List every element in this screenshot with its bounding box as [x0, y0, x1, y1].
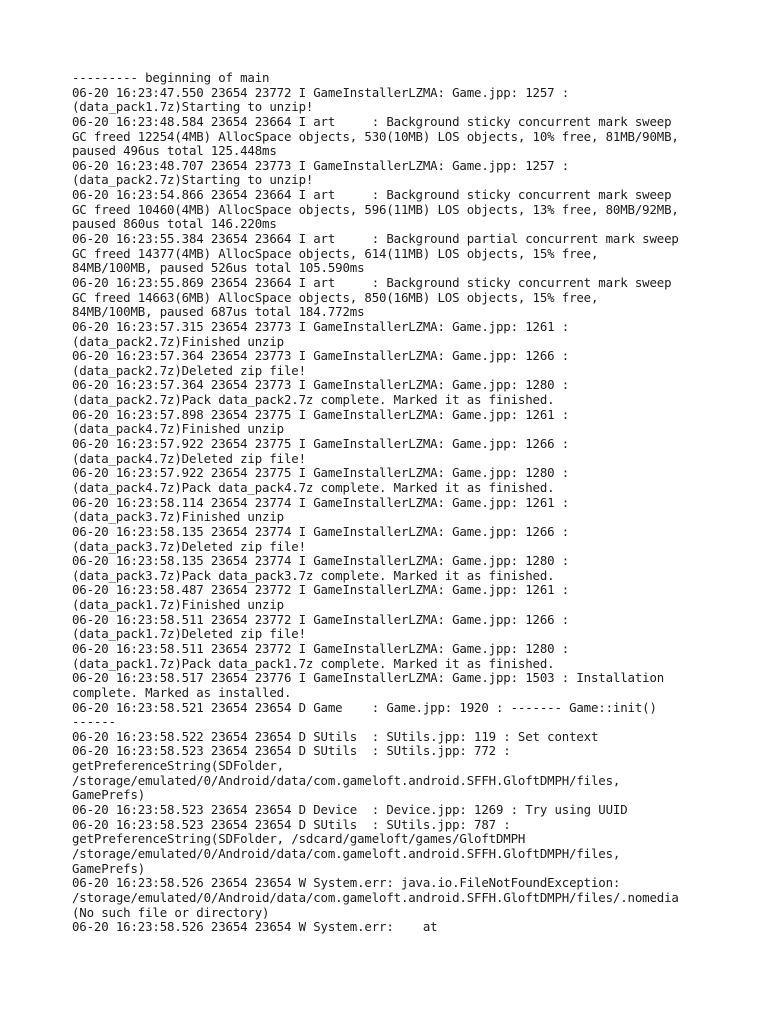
log-line: paused 860us total 146.220ms	[72, 216, 277, 232]
log-line: 06-20 16:23:48.707 23654 23773 I GameInstallerLZMA: Game.jpp: 1257 :	[72, 157, 570, 173]
log-line: GC freed 10460(4MB) AllocSpace objects, 596(11MB) LOS objects, 13% free, 80MB/92MB,	[72, 201, 679, 217]
log-line: 06-20 16:23:58.521 23654 23654 D Game : Game.jpp: 1920 : ------- Game::init()	[72, 699, 657, 715]
log-line: 06-20 16:23:57.315 23654 23773 I GameInstallerLZMA: Game.jpp: 1261 :	[72, 318, 570, 334]
log-line: 06-20 16:23:54.866 23654 23664 I art : Background sticky concurrent mark sweep	[72, 187, 672, 203]
log-line: 06-20 16:23:47.550 23654 23772 I GameInstallerLZMA: Game.jpp: 1257 :	[72, 84, 570, 100]
log-line: (data_pack2.7z)Finished unzip	[72, 333, 284, 349]
log-line: GC freed 12254(4MB) AllocSpace objects, 530(10MB) LOS objects, 10% free, 81MB/90MB,	[72, 128, 679, 144]
log-line: (data_pack1.7z)Pack data_pack1.7z complete. Marked it as finished.	[72, 655, 555, 671]
log-line: (data_pack3.7z)Deleted zip file!	[72, 538, 306, 554]
log-line: paused 496us total 125.448ms	[72, 143, 277, 159]
log-line: 06-20 16:23:58.511 23654 23772 I GameInstallerLZMA: Game.jpp: 1266 :	[72, 611, 570, 627]
log-line: 06-20 16:23:57.922 23654 23775 I GameInstallerLZMA: Game.jpp: 1266 :	[72, 436, 570, 452]
log-line: GamePrefs)	[72, 860, 146, 876]
log-line: ------	[72, 714, 116, 730]
log-line: (data_pack2.7z)Pack data_pack2.7z complete. Marked it as finished.	[72, 392, 555, 408]
log-line: /storage/emulated/0/Android/data/com.gameloft.android.SFFH.GloftDMPH/files,	[72, 772, 621, 788]
log-line: 06-20 16:23:57.364 23654 23773 I GameInstallerLZMA: Game.jpp: 1280 :	[72, 377, 570, 393]
log-line: (data_pack1.7z)Finished unzip	[72, 597, 284, 613]
log-line: 06-20 16:23:57.364 23654 23773 I GameInstallerLZMA: Game.jpp: 1266 :	[72, 348, 570, 364]
log-line: 06-20 16:23:58.522 23654 23654 D SUtils : SUtils.jpp: 119 : Set context	[72, 728, 599, 744]
log-line: GamePrefs)	[72, 787, 146, 803]
log-line: getPreferenceString(SDFolder,	[72, 758, 284, 774]
log-document	[72, 71, 762, 935]
log-line: (data_pack4.7z)Finished unzip	[72, 421, 284, 437]
log-line: (data_pack3.7z)Finished unzip	[72, 509, 284, 525]
log-line: complete. Marked as installed.	[72, 684, 292, 700]
log-line: 84MB/100MB, paused 687us total 184.772ms	[72, 304, 365, 320]
log-line: 06-20 16:23:58.511 23654 23772 I GameInstallerLZMA: Game.jpp: 1280 :	[72, 640, 570, 656]
log-line: 06-20 16:23:58.523 23654 23654 D Device : Device.jpp: 1269 : Try using UUID	[72, 802, 628, 818]
log-line: (data_pack3.7z)Pack data_pack3.7z complete. Marked it as finished.	[72, 567, 555, 583]
log-line: (No such file or directory)	[72, 904, 270, 920]
log-line: (data_pack1.7z)Deleted zip file!	[72, 626, 306, 642]
log-line: GC freed 14663(6MB) AllocSpace objects, 850(16MB) LOS objects, 15% free,	[72, 289, 599, 305]
log-line: /storage/emulated/0/Android/data/com.gameloft.android.SFFH.GloftDMPH/files/.nomedia	[72, 889, 679, 905]
log-line: --------- beginning of main	[72, 70, 270, 85]
log-line: /storage/emulated/0/Android/data/com.gameloft.android.SFFH.GloftDMPH/files,	[72, 845, 621, 861]
log-line: getPreferenceString(SDFolder, /sdcard/gameloft/games/GloftDMPH	[72, 831, 526, 847]
log-line: (data_pack4.7z)Pack data_pack4.7z complete. Marked it as finished.	[72, 479, 555, 495]
log-line: (data_pack1.7z)Starting to unzip!	[72, 99, 314, 115]
log-line: 06-20 16:23:58.523 23654 23654 D SUtils : SUtils.jpp: 787 :	[72, 816, 511, 832]
log-line: 06-20 16:23:57.898 23654 23775 I GameInstallerLZMA: Game.jpp: 1261 :	[72, 406, 570, 422]
log-line: 06-20 16:23:57.922 23654 23775 I GameInstallerLZMA: Game.jpp: 1280 :	[72, 465, 570, 481]
log-line: (data_pack2.7z)Deleted zip file!	[72, 362, 306, 378]
log-line: 06-20 16:23:58.526 23654 23654 W System.err: java.io.FileNotFoundException:	[72, 875, 621, 891]
log-line: 06-20 16:23:58.517 23654 23776 I GameInstallerLZMA: Game.jpp: 1503 : Installation	[72, 670, 665, 686]
log-line: 06-20 16:23:55.869 23654 23664 I art : Background sticky concurrent mark sweep	[72, 274, 672, 290]
log-line: 06-20 16:23:58.526 23654 23654 W System.err: at	[72, 919, 438, 935]
log-line: (data_pack4.7z)Deleted zip file!	[72, 450, 306, 466]
log-line: 06-20 16:23:55.384 23654 23664 I art : Background partial concurrent mark sweep	[72, 231, 679, 247]
log-line: 06-20 16:23:58.487 23654 23772 I GameInstallerLZMA: Game.jpp: 1261 :	[72, 582, 570, 598]
log-line: (data_pack2.7z)Starting to unzip!	[72, 172, 314, 188]
log-line: 06-20 16:23:58.135 23654 23774 I GameInstallerLZMA: Game.jpp: 1280 :	[72, 553, 570, 569]
log-line: 84MB/100MB, paused 526us total 105.590ms	[72, 260, 365, 276]
log-line: 06-20 16:23:58.523 23654 23654 D SUtils : SUtils.jpp: 772 :	[72, 743, 511, 759]
log-line: GC freed 14377(4MB) AllocSpace objects, 614(11MB) LOS objects, 15% free,	[72, 245, 599, 261]
log-line: 06-20 16:23:58.114 23654 23774 I GameInstallerLZMA: Game.jpp: 1261 :	[72, 494, 570, 510]
log-line: 06-20 16:23:48.584 23654 23664 I art : Background sticky concurrent mark sweep	[72, 113, 672, 129]
log-line: 06-20 16:23:58.135 23654 23774 I GameInstallerLZMA: Game.jpp: 1266 :	[72, 523, 570, 539]
